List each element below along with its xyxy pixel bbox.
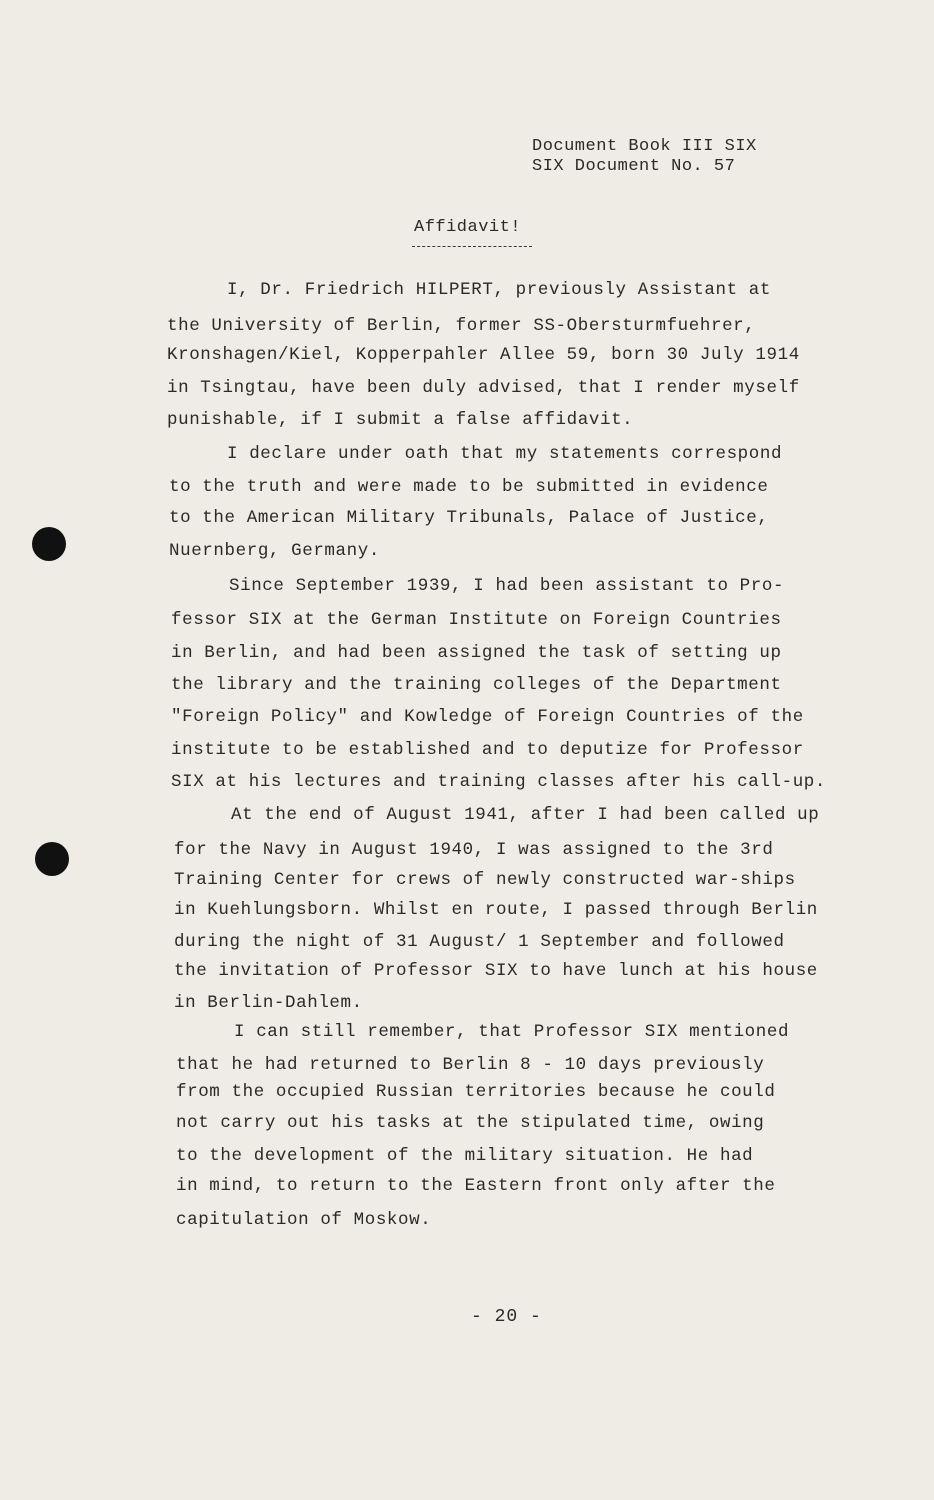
body-line: fessor SIX at the German Institute on Foreign Countries: [171, 610, 782, 630]
punch-hole: [32, 527, 66, 561]
body-line: Training Center for crews of newly constructed war-ships: [174, 870, 796, 890]
body-line: the library and the training colleges of the Department: [171, 675, 782, 695]
body-line: during the night of 31 August/ 1 September and followed: [174, 932, 785, 952]
body-line: SIX at his lectures and training classes after his call-up.: [171, 772, 827, 792]
body-line: to the American Military Tribunals, Palace of Justice,: [169, 508, 769, 528]
body-line: Kronshagen/Kiel, Kopperpahler Allee 59, born 30 July 1914: [167, 345, 800, 365]
body-line: in Tsingtau, have been duly advised, that I render myself: [167, 378, 800, 398]
punch-hole: [35, 842, 69, 876]
body-line: for the Navy in August 1940, I was assigned to the 3rd: [174, 840, 774, 860]
document-book-reference: Document Book III SIX: [532, 137, 757, 156]
body-line: to the truth and were made to be submitted in evidence: [169, 477, 769, 497]
body-line: I, Dr. Friedrich HILPERT, previously Assistant at: [227, 280, 771, 300]
body-line: to the development of the military situation. He had: [176, 1146, 754, 1166]
body-line: that he had returned to Berlin 8 - 10 days previously: [176, 1055, 765, 1075]
body-line: the University of Berlin, former SS-Obersturmfuehrer,: [167, 316, 756, 336]
body-line: the invitation of Professor SIX to have lunch at his house: [174, 961, 818, 981]
body-line: institute to be established and to deputize for Professor: [171, 740, 804, 760]
body-line: I declare under oath that my statements correspond: [227, 444, 783, 464]
document-number: SIX Document No. 57: [532, 157, 736, 176]
title-underline: [412, 246, 532, 247]
body-line: in Berlin-Dahlem.: [174, 993, 363, 1013]
body-line: in Berlin, and had been assigned the task of setting up: [171, 643, 782, 663]
body-line: At the end of August 1941, after I had been called up: [231, 805, 820, 825]
body-line: I can still remember, that Professor SIX mentioned: [234, 1022, 790, 1042]
body-line: capitulation of Moskow.: [176, 1210, 432, 1230]
page-number: - 20 -: [471, 1307, 542, 1327]
body-line: Nuernberg, Germany.: [169, 541, 380, 561]
body-line: in Kuehlungsborn. Whilst en route, I passed through Berlin: [174, 900, 818, 920]
affidavit-title: Affidavit!: [414, 218, 522, 237]
body-line: from the occupied Russian territories because he could: [176, 1082, 776, 1102]
body-line: Since September 1939, I had been assistant to Pro-: [229, 576, 785, 596]
body-line: not carry out his tasks at the stipulated time, owing: [176, 1113, 765, 1133]
body-line: punishable, if I submit a false affidavit.: [167, 410, 634, 430]
body-line: "Foreign Policy" and Kowledge of Foreign Countries of the: [171, 707, 804, 727]
body-line: in mind, to return to the Eastern front only after the: [176, 1176, 776, 1196]
